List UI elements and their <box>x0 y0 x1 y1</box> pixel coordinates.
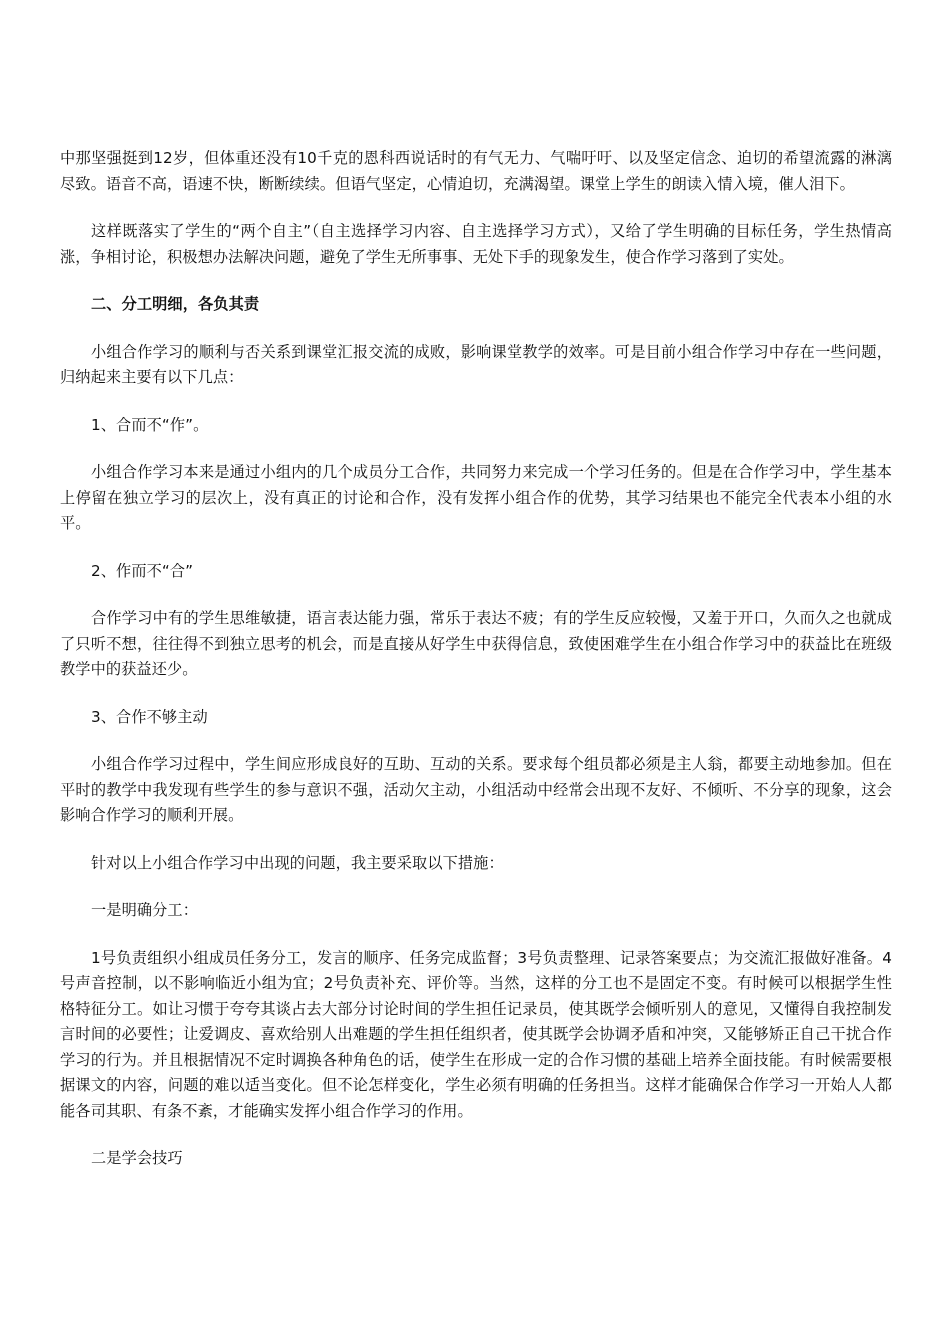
paragraph-problem-1: 小组合作学习本来是通过小组内的几个成员分工合作，共同努力来完成一个学习任务的。但是在合作学习中，学生基本上停留在独立学习的层次上，没有真正的讨论和合作，没有发挥小组合作的优势，其学习结果也不能完全代表本小组的水平。 <box>60 463 892 532</box>
document-page <box>60 146 892 1194</box>
section-heading-division-of-labor: 二、分工明细，各负其责 <box>91 295 260 313</box>
subheading-clear-division: 一是明确分工： <box>91 901 199 919</box>
list-item-1: 1、合而不“作”。 <box>91 415 209 434</box>
paragraph-problem-2: 合作学习中有的学生思维敏捷，语言表达能力强，常乐于表达不疲；有的学生反应较慢，又羞于开口，久而久之也就成了只听不想，往往得不到独立思考的机会，而是直接从好学生中获得信息，致使困难学生在小组合作学习中的获益比在班级教学中的获益还少。 <box>60 609 892 678</box>
list-item-2: 2、作而不“合” <box>91 561 194 580</box>
paragraph-problems-intro: 小组合作学习的顺利与否关系到课堂汇报交流的成败，影响课堂教学的效率。可是目前小组合作学习中存在一些问题，归纳起来主要有以下几点： <box>60 342 892 386</box>
paragraph-two-autonomy: 这样既落实了学生的“两个自主”（自主选择学习内容、自主选择学习方式），又给了学生明确的目标任务，学生热情高涨，争相讨论，积极想办法解决问题，避免了学生无所事事、无处下手的现象发生，使合作学习落到了实处。 <box>60 222 892 266</box>
paragraph-measures-intro: 针对以上小组合作学习中出现的问题，我主要采取以下措施： <box>91 853 504 872</box>
paragraph-problem-3: 小组合作学习过程中，学生间应形成良好的互助、互动的关系。要求每个组员都必须是主人翁，都要主动地参加。但在平时的教学中我发现有些学生的参与意识不强，活动欠主动，小组活动中经常会出现不友好、不倾听、不分享的现象，这会影响合作学习的顺利开展。 <box>60 755 892 824</box>
paragraph-role-assignment: 1号负责组织小组成员任务分工，发言的顺序、任务完成监督；3号负责整理、记录答案要点；为交流汇报做好准备。4号声音控制，以不影响临近小组为宜；2号负责补充、评价等。当然，这样的分工也不是固定不变。有时候可以根据学生性格特征分工。如让习惯于夸夸其谈占去大部分讨论时间的学生担任记录员，使其既学会倾听别人的意见，又懂得自我控制发言时间的必要性；让爱调皮、喜欢给别人出难题的学生担任组织者，使其既学会协调矛盾和冲突，又能够矫正自己干扰合作学习的行为。并且根据情况不定时调换各种角色的话，使学生在形成一定的合作习惯的基础上培养全面技能。有时候需要根据课文的内容，问题的难以适当变化。但不论怎样变化，学生必须有明确的任务担当。这样才能确保合作学习一开始人人都能各司其职、有条不紊，才能确实发挥小组合作学习的作用。 <box>60 948 892 1120</box>
list-item-3: 3、合作不够主动 <box>91 707 208 726</box>
subheading-learn-skills: 二是学会技巧 <box>91 1149 183 1167</box>
paragraph-continuation: 中那坚强挺到12岁，但体重还没有10千克的恩科西说话时的有气无力、气喘吁吁、以及坚定信念、迫切的希望流露的淋漓尽致。语音不高，语速不快，断断续续。但语气坚定，心情迫切，充满渴望。课堂上学生的朗读入情入境，催人泪下。 <box>60 149 892 193</box>
